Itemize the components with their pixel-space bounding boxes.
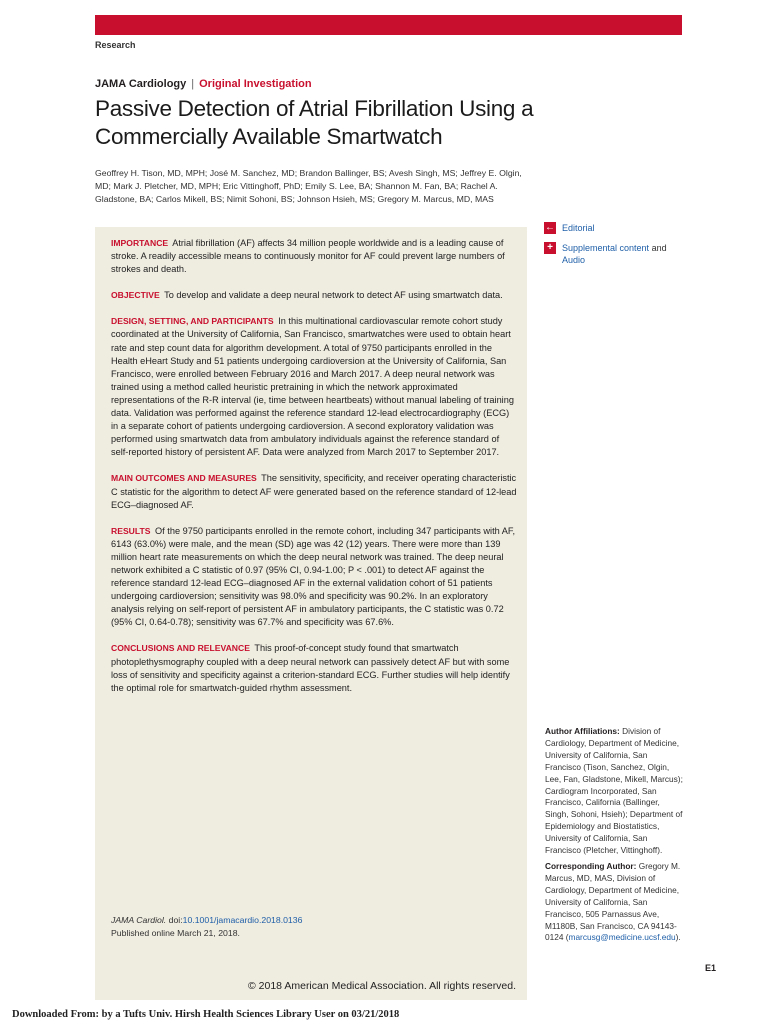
corresponding-email[interactable]: marcusg@medicine.ucsf.edu <box>568 932 676 943</box>
supplemental-link-row[interactable] <box>544 242 684 266</box>
abstract-label: DESIGN, SETTING, AND PARTICIPANTS <box>111 316 274 327</box>
page-number: E1 <box>705 963 717 973</box>
abstract-importance <box>111 237 518 276</box>
supplemental-link[interactable]: Supplemental content <box>562 243 650 253</box>
corresponding-author <box>545 861 685 944</box>
affiliations-text: Division of Cardiology, Department of Medicine, University of California, San Francisco (Tison, Sanchez, Olgin, Lee, Fan, Gladstone, Mikell, Marcus); Cardiogram Incorporated, San Francisco, California (Ballinger, Singh, Sohoni, Hsieh); Department of Epidemiology and Biostatistics, University of California, San Francisco (Pletcher, Vittinghoff). <box>545 726 683 856</box>
article-type: Original Investigation <box>199 78 312 90</box>
abstract-text: The sensitivity, specificity, and receiver operating characteristic C statistic for the algorithm to detect AF were generated based on the reference standard of 12-lead ECG–diagnosed AF. <box>111 473 517 510</box>
affiliations-label: Author Affiliations: <box>545 726 620 736</box>
abstract-objective <box>111 289 518 302</box>
and-text: and <box>651 243 667 253</box>
sidebar-links <box>544 222 684 274</box>
abstract-design <box>111 315 518 459</box>
abstract-text: To develop and validate a deep neural network to detect AF using smartwatch data. <box>164 290 503 301</box>
citation <box>111 914 511 940</box>
editorial-link[interactable]: Editorial <box>562 223 595 233</box>
corresponding-text: Gregory M. Marcus, MD, MAS, Division of Cardiology, Department of Medicine, University of California, San Francisco, 505 Parnassus Ave, M1180B, San Francisco, CA 94143-0124 ( <box>545 860 681 943</box>
abstract-outcomes <box>111 472 518 511</box>
supplemental-links <box>562 242 667 266</box>
abstract-label: OBJECTIVE <box>111 290 160 301</box>
corresponding-end: ). <box>675 932 681 943</box>
article-title: Passive Detection of Atrial Fibrillation Using a Commercially Available Smartwatch <box>95 96 534 149</box>
corresponding-label: Corresponding Author: <box>545 860 637 871</box>
plus-icon: + <box>544 242 556 254</box>
abstract-label: IMPORTANCE <box>111 238 169 248</box>
citation-doi-link[interactable]: 10.1001/jamacardio.2018.0136 <box>182 915 303 925</box>
publication-date: Published online March 21, 2018. <box>111 928 240 938</box>
section-label: Research <box>95 40 136 50</box>
abstract-label: RESULTS <box>111 525 151 536</box>
journal-name: JAMA Cardiology <box>95 78 187 90</box>
citation-doi-prefix: doi: <box>168 915 183 925</box>
header-red-bar <box>95 15 682 35</box>
abstract-results <box>111 525 518 630</box>
abstract-label: MAIN OUTCOMES AND MEASURES <box>111 473 257 484</box>
audio-link[interactable]: Audio <box>562 255 586 265</box>
affiliations <box>545 726 685 857</box>
citation-journal: JAMA Cardiol. <box>111 915 167 925</box>
author-list: Geoffrey H. Tison, MD, MPH; José M. Sanchez, MD; Brandon Ballinger, BS; Avesh Singh, MS; Jeffrey E. Olgin, MD; Mark J. Pletcher, MD, MPH; Eric Vittinghoff, PhD; Emily S. Lee, BA; Shannon M. Fan, BA; Rachel A. Gladstone, BA; Carlos Mikell, BS; Nimit Sohoni, BS; Johnson Hsieh, MS; Gregory M. Marcus, MD, MAS <box>95 168 522 205</box>
abstract-text: This proof-of-concept study found that smartwatch photoplethysmography coupled with a deep neural network can passively detect AF but with some loss of sensitivity and specificity against a criterion-standard ECG. Further studies will help identify the optimal role for smartwatch-guided rhythm assessment. <box>111 643 510 693</box>
editorial-link-row[interactable] <box>544 222 684 234</box>
abstract-text: Atrial fibrillation (AF) affects 34 million people worldwide and is a leading cause of stroke. A readily accessible means to continuously monitor for AF could prevent large numbers of strokes and death. <box>111 238 505 275</box>
journal-line <box>95 78 312 90</box>
back-arrow-icon: ← <box>545 222 555 233</box>
abstract-label: CONCLUSIONS AND RELEVANCE <box>111 643 250 654</box>
download-notice: Downloaded From: by a Tufts Univ. Hirsh Health Sciences Library User on 03/21/2018 <box>12 1009 400 1020</box>
journal-separator: | <box>191 78 195 90</box>
abstract <box>111 237 518 708</box>
copyright-notice: © 2018 American Medical Association. All rights reserved. <box>248 980 517 992</box>
abstract-conclusions <box>111 642 518 694</box>
abstract-text: Of the 9750 participants enrolled in the remote cohort, including 347 participants with AF, 6143 (63.0%) were male, and the mean (SD) age was 42 (12) years. There were more than 139 million heart rate measurements on which the deep neural network was trained. The deep neural network exhibited a C statistic of 0.97 (95% CI, 0.94-1.00; P < .001) to detect AF against the reference standard 12-lead ECG–diagnosed AF in the external validation cohort of 51 patients undergoing cardioversion; sensitivity was 98.0% and specificity was 90.2%. In an exploratory analysis relying on self-report of persistent AF in ambulatory participants, the C statistic was 0.72 (95% CI, 0.64-0.78); sensitivity was 67.7% and specificity was 67.6%. <box>111 525 516 628</box>
author-affiliations <box>545 726 685 948</box>
abstract-text: In this multinational cardiovascular remote cohort study coordinated at the University of California, San Francisco, smartwatches were used to obtain heart rate and step count data for algorithm development. A total of 9750 participants enrolled in the Health eHeart Study and 51 patients undergoing cardioversion at the University of California, San Francisco, were enrolled between February 2016 and March 2017. A deep neural network was trained using a method called heuristic pretraining in which the network approximated representations of the R-R interval (ie, time between heartbeats) without manual labeling of training data. Validation was performed against the reference standard 12-lead electrocardiography (ECG) in a separate cohort of patients undergoing cardioversion. A second exploratory validation was performed using smartwatch data from ambulatory individuals against the reference standard of self-reported history of persistent AF. Data were analyzed from March 2017 to September 2017. <box>111 316 514 458</box>
